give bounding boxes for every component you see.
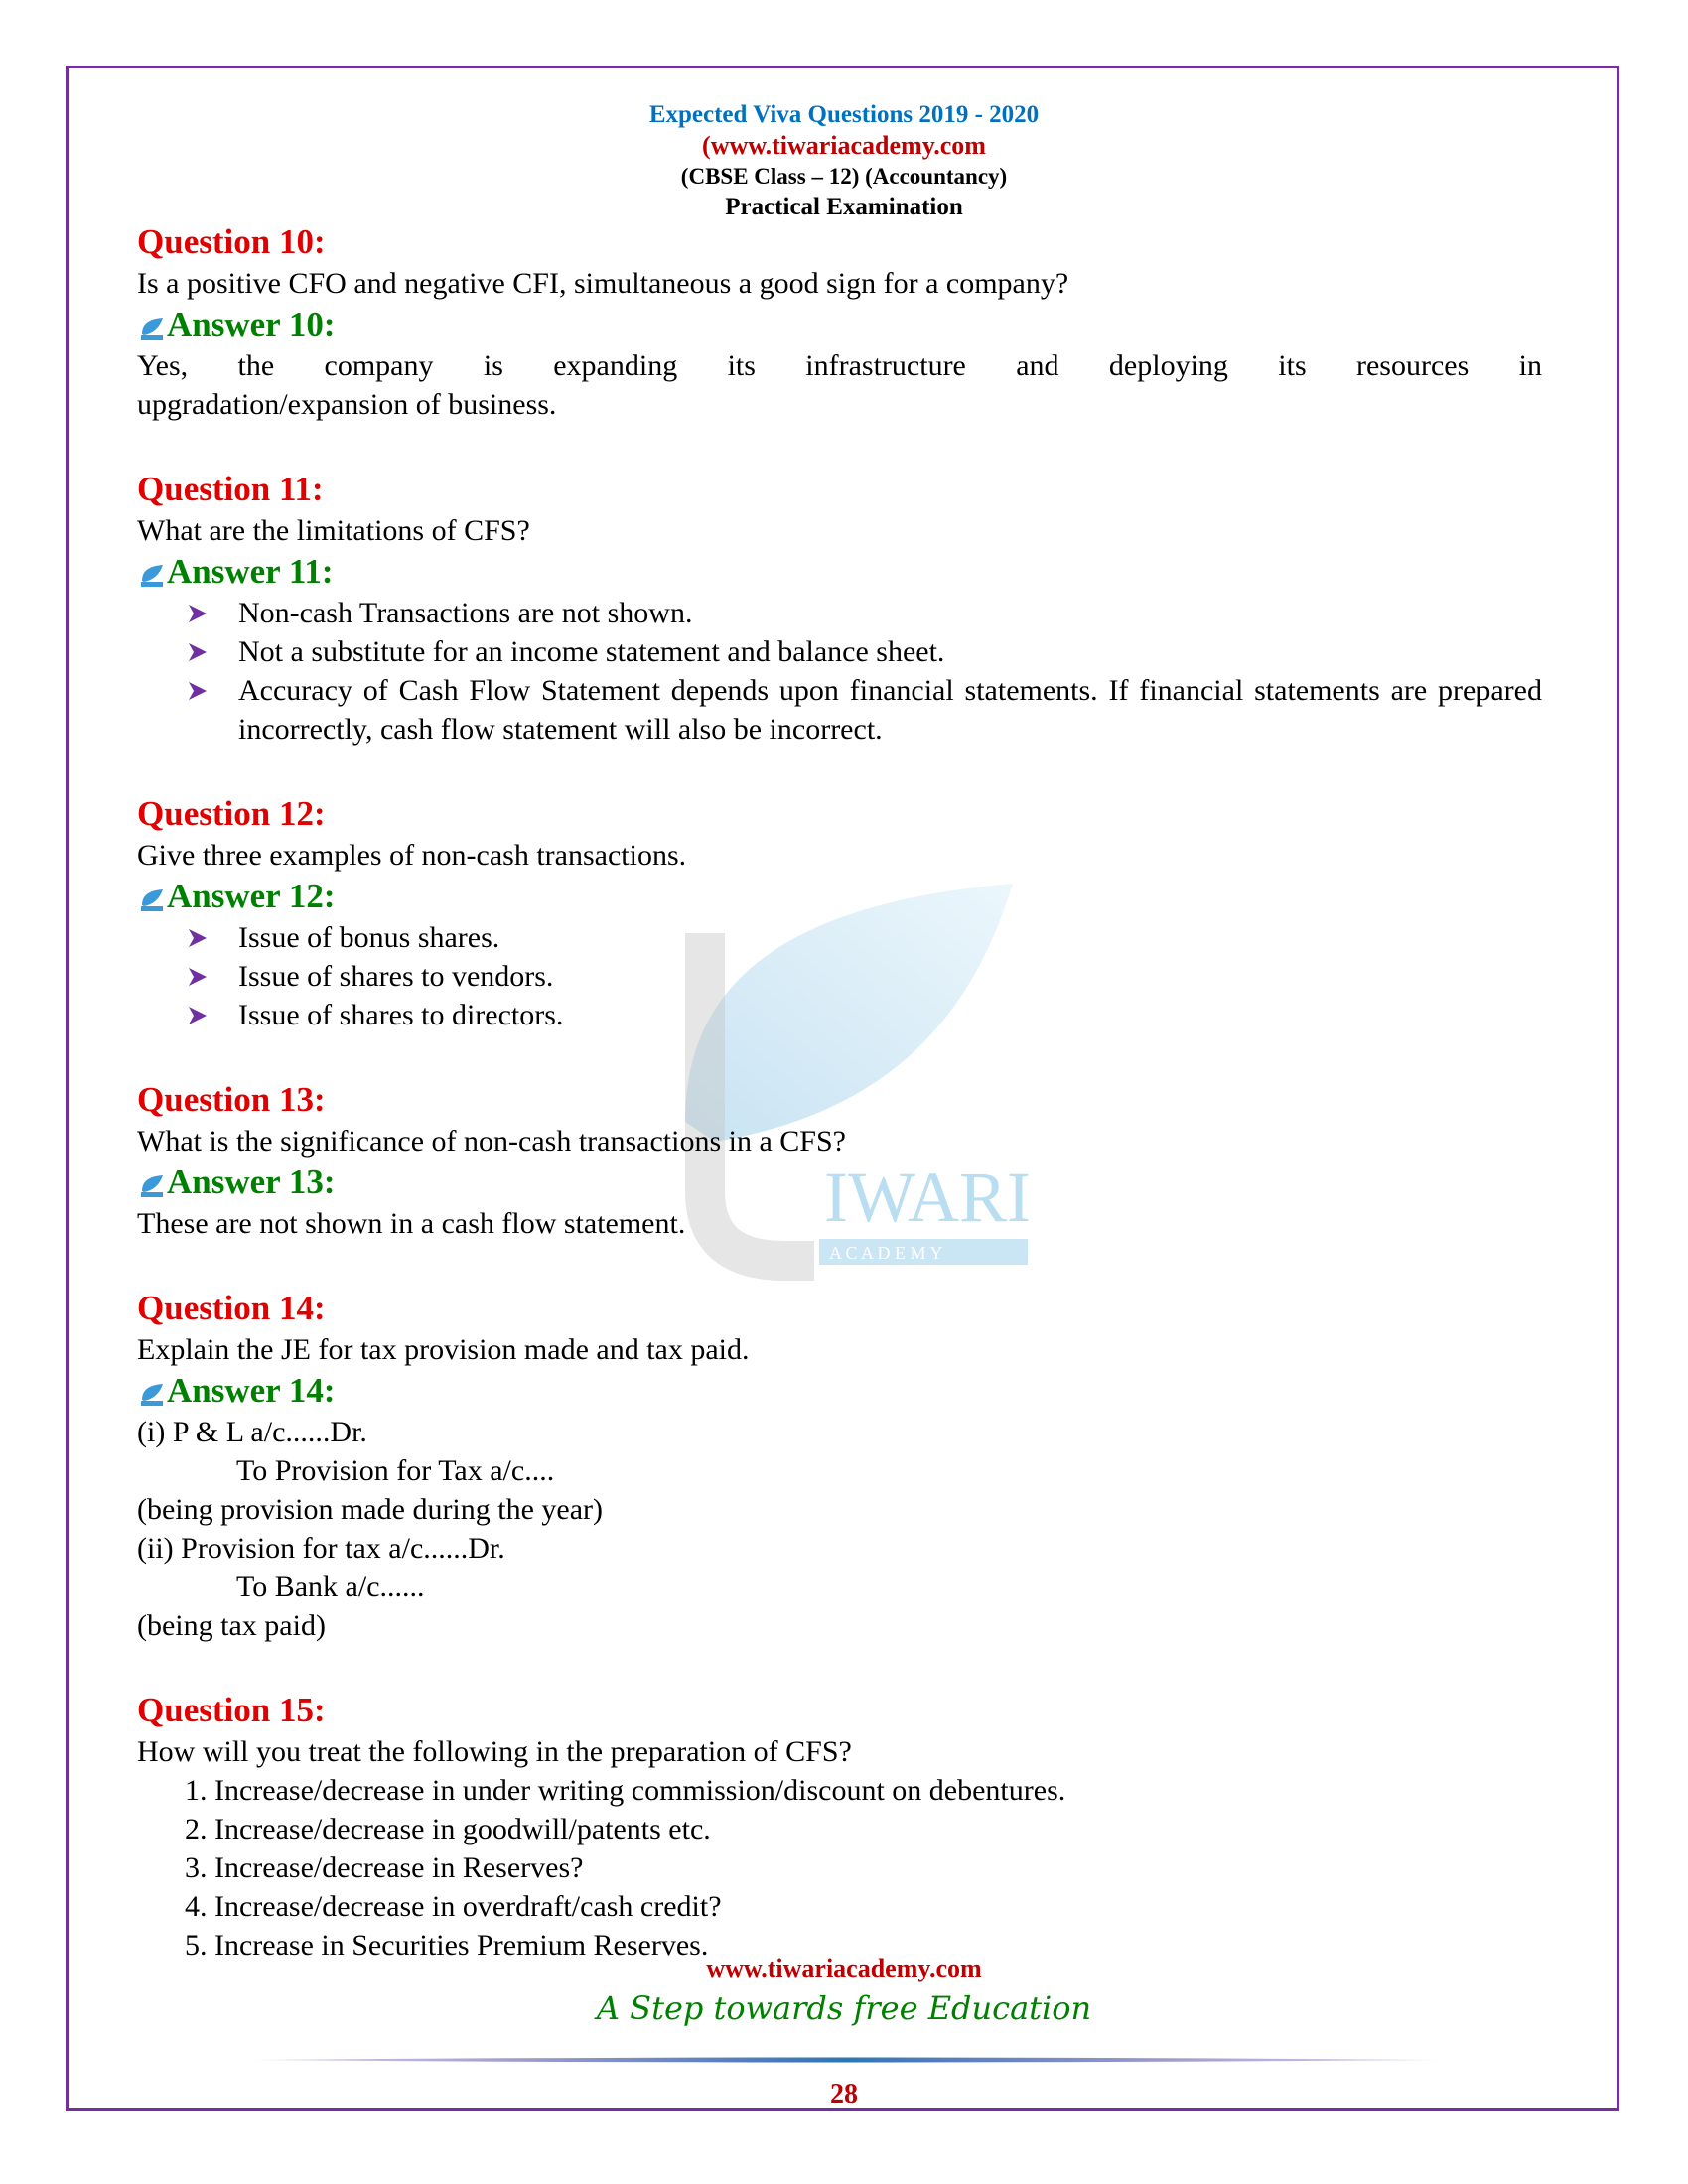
- question-title: Question 10:: [137, 222, 326, 261]
- question-title: Question 15:: [137, 1691, 326, 1729]
- question-text: Is a positive CFO and negative CFI, simultaneous a good sign for a company?: [137, 267, 1069, 300]
- list-item: [187, 671, 1542, 749]
- tiwari-logo-icon: [139, 563, 165, 589]
- arrow-bullet-icon: [187, 680, 209, 702]
- answer-line-2: upgradation/expansion of business.: [137, 388, 557, 421]
- journal-entry-line: (being provision made during the year): [137, 1493, 604, 1526]
- list-item-text: Issue of bonus shares.: [238, 921, 500, 954]
- list-item: [187, 996, 1542, 1034]
- answer-title-text: Answer 11:: [167, 552, 334, 591]
- tiwari-logo-icon: [139, 316, 165, 341]
- answer-text: These are not shown in a cash flow statement.: [137, 1207, 686, 1240]
- answer-word: deploying: [1108, 349, 1228, 382]
- journal-entry-line: To Provision for Tax a/c....: [236, 1454, 555, 1487]
- arrow-bullet-icon: [187, 603, 209, 624]
- list-item: [187, 957, 1542, 996]
- answer-title: [137, 303, 1542, 346]
- question-title: Question 13:: [137, 1080, 326, 1119]
- answer-word: company: [324, 349, 434, 382]
- arrow-bullet-icon: [187, 1005, 209, 1026]
- answer-word: and: [1016, 349, 1059, 382]
- question-block-10: [137, 220, 1542, 424]
- answer-word: expanding: [553, 349, 678, 382]
- journal-entry-line: To Bank a/c......: [236, 1570, 425, 1603]
- answer-title: [137, 875, 1542, 918]
- journal-entry-line: (being tax paid): [137, 1609, 326, 1642]
- footer-divider: [248, 2055, 1440, 2065]
- list-item: 5. Increase in Securities Premium Reserves.: [185, 1929, 709, 1962]
- answer-word: is: [483, 349, 503, 382]
- answer-bullet-list: [137, 918, 1542, 1034]
- answer-title-text: Answer 10:: [167, 305, 336, 343]
- answer-word: its: [727, 349, 756, 382]
- header-exam: Practical Examination: [725, 194, 963, 220]
- list-item-text: Issue of shares to directors.: [238, 999, 564, 1031]
- journal-entry-line: (i) P & L a/c......Dr.: [137, 1416, 367, 1448]
- question-title: Question 12:: [137, 794, 326, 833]
- document-body: [137, 220, 1542, 1965]
- question-block-11: [137, 468, 1542, 749]
- header-class: (CBSE Class – 12) (Accountancy): [680, 164, 1008, 189]
- tiwari-logo-icon: [139, 1382, 165, 1408]
- list-item-text: Not a substitute for an income statement and balance sheet.: [238, 635, 945, 668]
- header-title: Expected Viva Questions 2019 - 2020: [648, 101, 1040, 128]
- question-block-12: [137, 792, 1542, 1034]
- arrow-bullet-icon: [187, 641, 209, 663]
- list-item: [187, 918, 1542, 957]
- list-item-text: Non-cash Transactions are not shown.: [238, 597, 693, 629]
- answer-title: [137, 1369, 1542, 1413]
- answer-bullet-list: [137, 594, 1542, 749]
- answer-word: infrastructure: [805, 349, 966, 382]
- page-number: 28: [830, 2079, 858, 2110]
- answer-word: in: [1518, 349, 1542, 382]
- answer-word: its: [1278, 349, 1307, 382]
- answer-word: the: [237, 349, 275, 382]
- answer-word: Yes,: [137, 349, 189, 382]
- answer-title: [137, 1160, 1542, 1204]
- question-block-13: [137, 1078, 1542, 1243]
- answer-title-text: Answer 13:: [167, 1162, 336, 1201]
- header-website: (www.tiwariacademy.com: [702, 131, 986, 160]
- list-item: 4. Increase/decrease in overdraft/cash credit?: [185, 1890, 722, 1923]
- arrow-bullet-icon: [187, 927, 209, 949]
- question-block-14: [137, 1287, 1542, 1645]
- question-block-15: [137, 1689, 1542, 1965]
- answer-word: resources: [1356, 349, 1470, 382]
- question-text: How will you treat the following in the preparation of CFS?: [137, 1735, 852, 1768]
- question-text: Explain the JE for tax provision made and tax paid.: [137, 1333, 750, 1366]
- question-title: Question 11:: [137, 470, 324, 508]
- tiwari-logo-icon: [139, 1173, 165, 1199]
- footer-slogan: A Step towards free Education: [596, 1989, 1092, 2027]
- list-item: [187, 632, 1542, 671]
- question-text: Give three examples of non-cash transactions.: [137, 839, 687, 872]
- numbered-list: [137, 1771, 1542, 1965]
- answer-title-text: Answer 14:: [167, 1371, 336, 1410]
- question-text: What is the significance of non-cash transactions in a CFS?: [137, 1125, 846, 1158]
- question-title: Question 14:: [137, 1289, 326, 1327]
- page-header: [0, 99, 1688, 222]
- list-item: 3. Increase/decrease in Reserves?: [185, 1851, 584, 1884]
- answer-title: [137, 550, 1542, 594]
- svg-text:A C A D E M Y: A C A D E M Y: [829, 1243, 943, 1263]
- svg-text:IWARI: IWARI: [824, 1158, 1031, 1237]
- footer-website: www.tiwariacademy.com: [706, 1954, 982, 1982]
- list-item: 1. Increase/decrease in under writing commission/discount on debentures.: [185, 1774, 1066, 1807]
- answer-title-text: Answer 12:: [167, 877, 336, 915]
- answer-line-1: [137, 346, 1542, 385]
- list-item-text: Accuracy of Cash Flow Statement depends upon financial statements. If financial statements are prepared incorrectly, cash flow statement will also be incorrect.: [238, 674, 1542, 746]
- list-item: 2. Increase/decrease in goodwill/patents etc.: [185, 1813, 711, 1845]
- list-item-text: Issue of shares to vendors.: [238, 960, 554, 993]
- journal-entry-line: (ii) Provision for tax a/c......Dr.: [137, 1532, 505, 1565]
- question-text: What are the limitations of CFS?: [137, 514, 530, 547]
- tiwari-logo-icon: [139, 887, 165, 913]
- list-item: [187, 594, 1542, 632]
- arrow-bullet-icon: [187, 966, 209, 988]
